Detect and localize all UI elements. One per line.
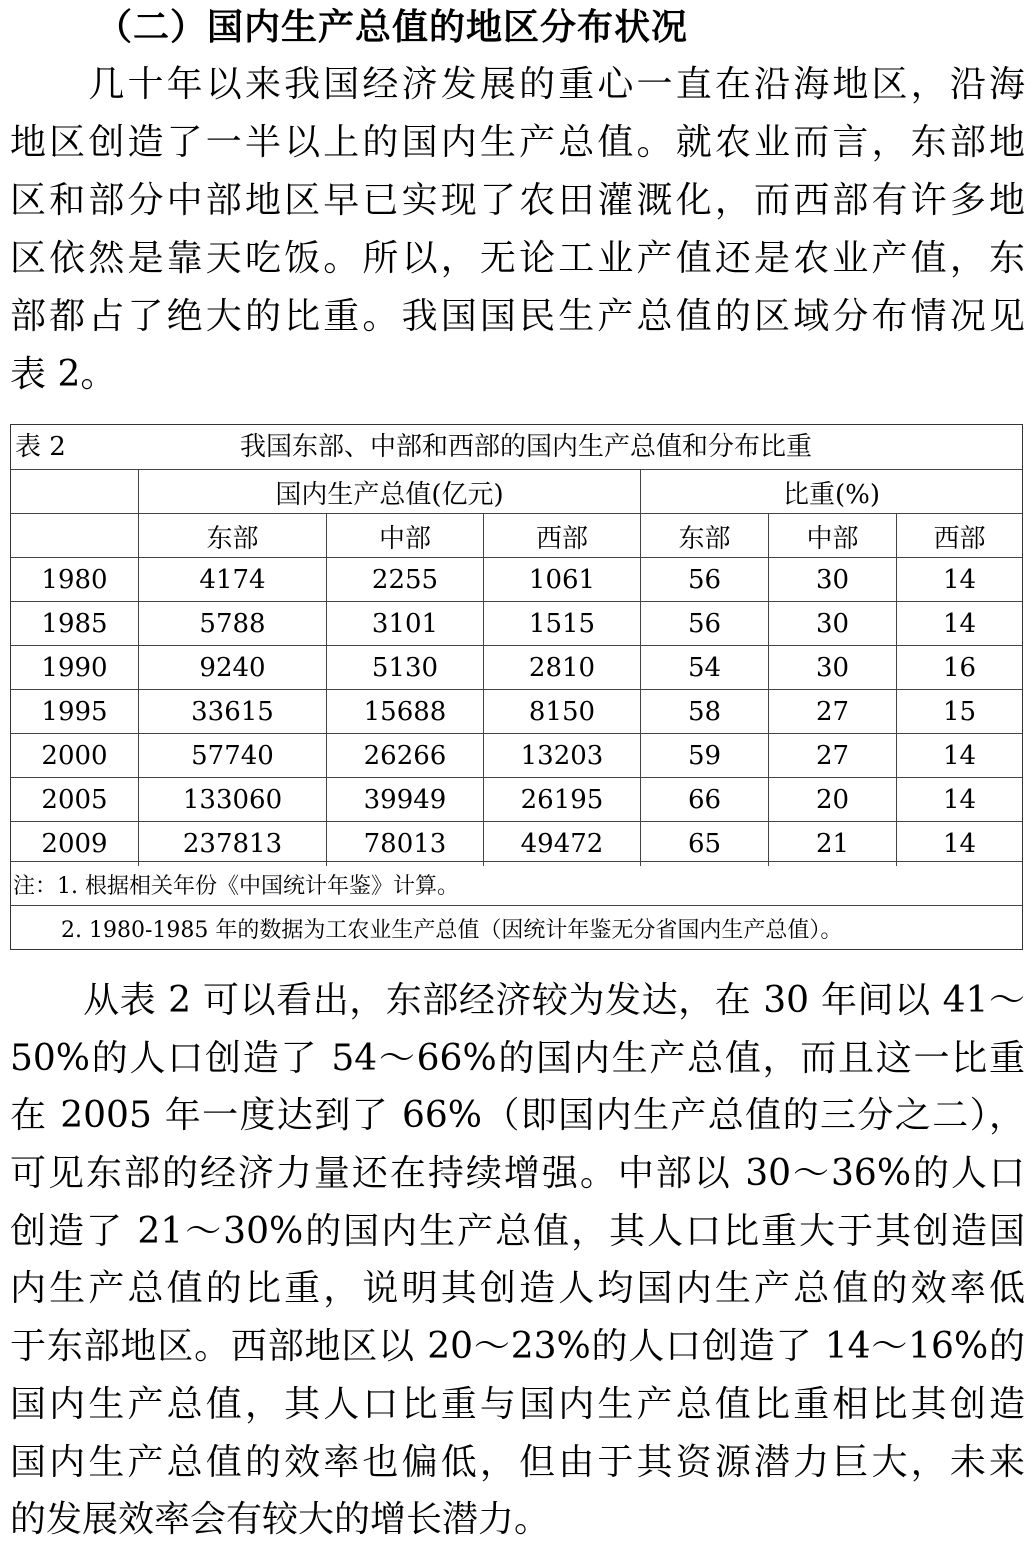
table-row [11, 689, 1022, 734]
paragraph-line: 几十年以来我国经济发展的重心一直在沿海地区，沿海 [10, 64, 1025, 105]
gdp-central-cell: 2255 [326, 558, 483, 602]
paragraph-line: 在 2005 年一度达到了 66%（即国内生产总值的三分之二）， [10, 1095, 1025, 1137]
gdp-central-cell: 5130 [326, 646, 483, 690]
table-note: 注：1. 根据相关年份《中国统计年鉴》计算。 [13, 873, 459, 899]
table-note-row [11, 861, 1022, 906]
table-title: 我国东部、中部和西部的国内生产总值和分布比重 [239, 432, 812, 462]
share-group-header: 比重(%) [640, 470, 1022, 514]
year-cell: 1995 [41, 697, 108, 727]
table-row [11, 821, 1022, 866]
paragraph-line: 区依然是靠天吃饭。所以，无论工业产值还是农业产值，东 [10, 238, 1025, 279]
gdp-central-cell: 26266 [326, 734, 483, 778]
table-title-row [11, 425, 1022, 469]
gdp-west-cell: 49472 [483, 822, 640, 866]
share-central-cell: 27 [768, 690, 896, 734]
paragraph-line: 从表 2 可以看出，东部经济较为发达，在 30 年间以 41～ [10, 980, 1025, 1021]
gdp-east-cell: 5788 [138, 602, 326, 646]
gdp-west-cell: 26195 [483, 778, 640, 822]
share-east-cell: 59 [640, 734, 768, 778]
sub-header-cell: 中部 [326, 514, 483, 558]
gdp-west-cell: 13203 [483, 734, 640, 778]
table-note: 2. 1980-1985 年的数据为工农业生产总值（因统计年鉴无分省国内生产总值）。 [61, 917, 843, 943]
share-east-cell: 66 [640, 778, 768, 822]
table-group-header-row [11, 469, 1022, 514]
gdp-west-cell: 2810 [483, 646, 640, 690]
section-heading: （二）国内生产总值的地区分布状况 [96, 6, 689, 48]
gdp-east-cell: 133060 [138, 778, 326, 822]
year-cell: 1990 [41, 653, 108, 683]
gdp-central-cell: 78013 [326, 822, 483, 866]
share-east-cell: 65 [640, 822, 768, 866]
sub-header-cell: 西部 [483, 514, 640, 558]
year-cell: 2005 [41, 785, 108, 815]
sub-header-cell: 西部 [896, 514, 1022, 558]
share-west-cell: 15 [896, 690, 1022, 734]
gdp-west-cell: 1061 [483, 558, 640, 602]
share-central-cell: 30 [768, 558, 896, 602]
share-central-cell: 27 [768, 734, 896, 778]
table-note-row [11, 905, 1022, 950]
gdp-distribution-table [10, 424, 1023, 950]
gdp-east-cell: 4174 [138, 558, 326, 602]
share-west-cell: 14 [896, 558, 1022, 602]
share-central-cell: 30 [768, 646, 896, 690]
empty-header-cell [11, 514, 138, 558]
gdp-east-cell: 33615 [138, 690, 326, 734]
paragraph-line: 国内生产总值，其人口比重与国内生产总值比重相比其创造 [10, 1383, 1025, 1425]
gdp-central-cell: 15688 [326, 690, 483, 734]
share-west-cell: 14 [896, 602, 1022, 646]
share-east-cell: 58 [640, 690, 768, 734]
year-cell: 2000 [41, 741, 108, 771]
paragraph-line: 国内生产总值的效率也偏低，但由于其资源潜力巨大，未来 [10, 1441, 1025, 1483]
sub-header-cell: 东部 [138, 514, 326, 558]
paragraph-line: 可见东部的经济力量还在持续增强。中部以 30～36%的人口 [10, 1153, 1025, 1195]
intro-paragraph [10, 56, 1025, 404]
share-west-cell: 14 [896, 734, 1022, 778]
paragraph-line: 创造了 21～30%的国内生产总值，其人口比重大于其创造国 [10, 1210, 1025, 1252]
sub-header-cell: 东部 [640, 514, 768, 558]
share-central-cell: 21 [768, 822, 896, 866]
gdp-central-cell: 3101 [326, 602, 483, 646]
share-east-cell: 56 [640, 602, 768, 646]
share-west-cell: 14 [896, 822, 1022, 866]
sub-header-cell: 中部 [768, 514, 896, 558]
table-row [11, 645, 1022, 690]
paragraph-line: 50%的人口创造了 54～66%的国内生产总值，而且这一比重 [10, 1037, 1025, 1079]
table-sub-header-row [11, 513, 1022, 558]
year-cell: 2009 [41, 829, 108, 859]
paragraph-line: 地区创造了一半以上的国内生产总值。就农业而言，东部地 [10, 122, 1025, 163]
paragraph-line: 内生产总值的比重，说明其创造人均国内生产总值的效率低 [10, 1268, 1025, 1310]
gdp-group-header: 国内生产总值(亿元) [138, 470, 640, 514]
share-east-cell: 54 [640, 646, 768, 690]
gdp-east-cell: 57740 [138, 734, 326, 778]
year-cell: 1985 [41, 609, 108, 639]
gdp-west-cell: 1515 [483, 602, 640, 646]
analysis-paragraph [10, 972, 1025, 1549]
year-cell: 1980 [41, 565, 108, 595]
share-central-cell: 20 [768, 778, 896, 822]
paragraph-line: 区和部分中部地区早已实现了农田灌溉化，而西部有许多地 [10, 180, 1025, 221]
table-row [11, 733, 1022, 778]
gdp-central-cell: 39949 [326, 778, 483, 822]
gdp-east-cell: 237813 [138, 822, 326, 866]
table-label: 表 2 [15, 432, 66, 462]
paragraph-line: 表 2。 [10, 354, 117, 395]
table-row [11, 557, 1022, 602]
gdp-west-cell: 8150 [483, 690, 640, 734]
paragraph-line: 于东部地区。西部地区以 20～23%的人口创造了 14～16%的 [10, 1326, 1025, 1368]
share-west-cell: 16 [896, 646, 1022, 690]
empty-header-cell [11, 470, 138, 514]
gdp-east-cell: 9240 [138, 646, 326, 690]
share-west-cell: 14 [896, 778, 1022, 822]
share-central-cell: 30 [768, 602, 896, 646]
paragraph-line: 部都占了绝大的比重。我国国民生产总值的区域分布情况见 [10, 296, 1025, 337]
paragraph-line: 的发展效率会有较大的增长潜力。 [10, 1499, 551, 1541]
table-row [11, 601, 1022, 646]
table-row [11, 777, 1022, 822]
share-east-cell: 56 [640, 558, 768, 602]
